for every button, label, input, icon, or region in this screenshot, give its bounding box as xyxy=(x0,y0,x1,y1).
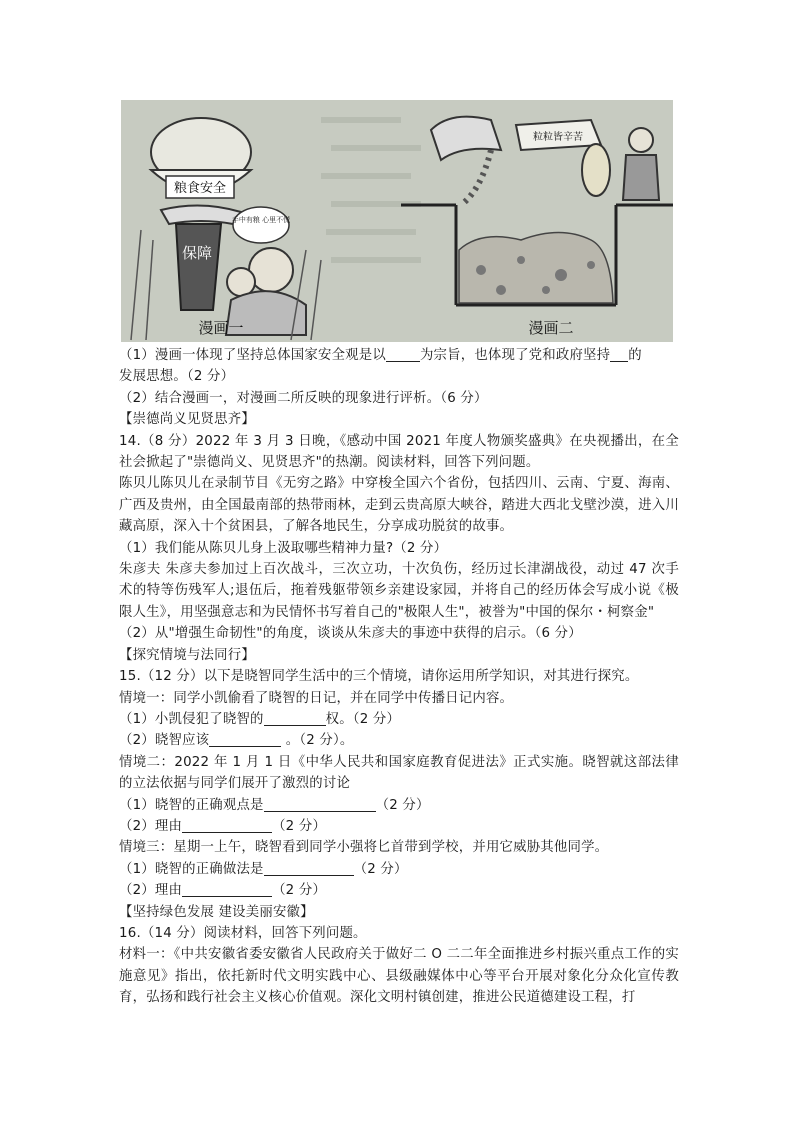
answer-blank[interactable] xyxy=(209,731,281,747)
answer-blank[interactable] xyxy=(182,881,272,897)
scenario-one-q1: （1）小凯侵犯了晓智的 权。（2 分） xyxy=(119,711,401,727)
section-heading: 【探究情境与法同行】 xyxy=(119,647,255,663)
answer-blank[interactable] xyxy=(610,346,628,362)
answer-blank[interactable] xyxy=(264,796,376,812)
q14-material-a: 陈贝儿陈贝儿在录制节目《无穷之路》中穿梭全国六个省份，包括四川、云南、宁夏、海南、广西及贵州，由全国最南部的热带雨林，走到云贵高原大峡谷，踏进大西北戈壁沙漠，进入川藏高原，深入十个贫困县，了解各地民生，分享成功脱贫的故事。 xyxy=(119,476,679,535)
q14-part1: （1）我们能从陈贝儿身上汲取哪些精神力量?（2 分） xyxy=(119,540,448,556)
scenario-three: 情境三：星期一上午，晓智看到同学小强将匕首带到学校，并用它威胁其他同学。 xyxy=(119,840,609,856)
q14-part2: （2）从"增强生命韧性"的角度，谈谈从朱彦夫的事迹中获得的启示。（6 分） xyxy=(119,626,582,642)
q16-stem: 16.（14 分）阅读材料，回答下列问题。 xyxy=(119,925,367,941)
scenario-one-q2: （2）晓智应该 。（2 分）。 xyxy=(119,733,354,749)
q16-material-one: 材料一：《中共安徽省委安徽省人民政府关于做好二 O 二二年全面推进乡村振兴重点工作的实施意见》指出，依托新时代文明实践中心、县级融媒体中心等平台开展对象化分众化宣传教育，弘扬和践行社会主义核心价值观。深化文明村镇创建，推进公民道德建设工程，打 xyxy=(119,947,679,1006)
svg-text:粒粒皆辛苦: 粒粒皆辛苦 xyxy=(533,132,583,143)
section-heading: 【坚持绿色发展 建设美丽安徽】 xyxy=(119,904,314,920)
section-heading: 【崇德尚义见贤思齐】 xyxy=(119,412,255,428)
cartoon-two-drawing xyxy=(401,117,673,305)
q14-stem: 14.（8 分）2022 年 3 月 3 日晚，《感动中国 2021 年度人物颁奖盛典》在央视播出，在全社会掀起了"崇德尚义、见贤思齐"的热潮。阅读材料，回答下列问题。 xyxy=(119,433,679,471)
scenario-two-q1: （1）晓智的正确观点是 （2 分） xyxy=(119,797,430,813)
scenario-three-q1: （1）晓智的正确做法是 （2 分） xyxy=(119,861,408,877)
q14-material-b: 朱彦夫 朱彦夫参加过上百次战斗，三次立功，十次负伤，经历过长津湖战役，动过 47 次手术的特等伤残军人;退伍后，拖着残躯带领乡亲建设家园，并将自己的经历体会写成小说《极限人生》，用坚强意志和为民情怀书写着自己的"极限人生"，被誉为"中国的保尔・柯察金" xyxy=(119,562,679,620)
answer-blank[interactable] xyxy=(264,710,326,726)
cartoon-one-label: 漫画一 xyxy=(198,319,244,337)
q15-stem: 15.（12 分）以下是晓智同学生活中的三个情境，请你运用所学知识，对其进行探究。 xyxy=(119,669,639,685)
cartoon-figure xyxy=(121,100,673,342)
svg-text:保障: 保障 xyxy=(181,244,213,262)
scenario-three-q2: （2）理由 （2 分） xyxy=(119,883,327,899)
q13-part1-line2: 发展思想。（2 分） xyxy=(119,369,235,385)
scenario-two: 情境二：2022 年 1 月 1 日《中华人民共和国家庭教育促进法》正式实施。晓智就这部法律的立法依据与同学们展开了激烈的讨论 xyxy=(119,754,679,792)
cartoon-two-label: 漫画二 xyxy=(528,319,574,337)
answer-blank[interactable] xyxy=(182,817,272,833)
cartoon-illustration xyxy=(121,100,673,342)
answer-blank[interactable] xyxy=(264,860,354,876)
q13-part2: （2）结合漫画一，对漫画二所反映的现象进行评析。（6 分） xyxy=(119,390,488,406)
svg-text:手中有粮 心里不慌: 手中有粮 心里不慌 xyxy=(231,216,291,224)
document-body xyxy=(119,345,679,1009)
cartoon-one-drawing xyxy=(131,118,321,340)
scenario-two-q2: （2）理由 （2 分） xyxy=(119,818,327,834)
scenario-one: 情境一：同学小凯偷看了晓智的日记，并在同学中传播日记内容。 xyxy=(119,690,514,706)
q13-part1-line1: （1）漫画一体现了坚持总体国家安全观是以 为宗旨，也体现了党和政府坚持 的 xyxy=(119,348,642,363)
svg-text:粮食安全: 粮食安全 xyxy=(173,181,227,196)
answer-blank[interactable] xyxy=(386,346,420,362)
